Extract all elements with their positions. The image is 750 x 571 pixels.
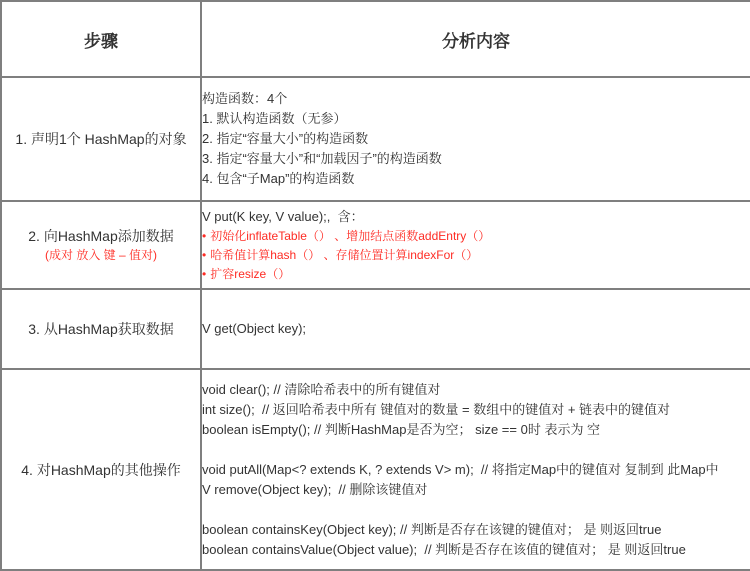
content-line: boolean containsKey(Object key); // 判断是否存在该键的键值对； 是 则返回true <box>202 521 662 537</box>
content-bullet <box>202 246 750 265</box>
step-cell-3 <box>1 289 201 369</box>
header-row <box>1 1 750 77</box>
step-label: 2. 向HashMap添加数据 <box>28 228 174 244</box>
table-row-declare <box>1 77 750 201</box>
content-line: int size(); // 返回哈希表中所有 键值对的数量 = 数组中的键值对 + 链表中的键值对 <box>202 401 671 417</box>
step-cell-1 <box>1 77 201 201</box>
table-row-other-ops <box>1 369 750 570</box>
blank-line <box>202 500 750 520</box>
table-row-put <box>1 201 750 289</box>
content-line: boolean isEmpty(); // 判断HashMap是否为空； size == 0时 表示为 空 <box>202 421 601 437</box>
bullet-text: 扩容resize（） <box>210 266 291 281</box>
step-cell-2 <box>1 201 201 289</box>
content-line: void clear(); // 清除哈希表中的所有键值对 <box>202 381 441 397</box>
column-header-step: 步骤 <box>1 1 201 77</box>
content-line: V remove(Object key); // 删除该键值对 <box>202 481 428 497</box>
content-line: V get(Object key); <box>202 321 307 336</box>
step-cell-4 <box>1 369 201 570</box>
content-line: V put(K key, V value);, 含： <box>202 208 364 224</box>
column-header-content: 分析内容 <box>201 1 750 77</box>
bullet-text: 初始化inflateTable（） 、增加结点函数addEntry（） <box>210 228 491 243</box>
content-line: 1. 默认构造函数（无参） <box>202 111 347 126</box>
step-label: 3. 从HashMap获取数据 <box>28 321 174 337</box>
content-line: 构造函数：4个 <box>202 91 288 106</box>
content-bullet <box>202 265 750 284</box>
content-cell-4 <box>201 369 750 570</box>
content-bullet <box>202 227 750 246</box>
table-row-get <box>1 289 750 369</box>
bullet-marker-icon: • <box>202 247 207 262</box>
content-line: 3. 指定“容量大小”和“加载因子”的构造函数 <box>202 151 442 166</box>
content-cell-2 <box>201 201 750 289</box>
content-cell-3 <box>201 289 750 369</box>
bullet-marker-icon: • <box>202 266 207 281</box>
blank-line <box>202 440 750 460</box>
content-line: 2. 指定“容量大小”的构造函数 <box>202 131 369 146</box>
bullet-text: 哈希值计算hash（） 、存储位置计算indexFor（） <box>210 247 479 262</box>
step-label: 4. 对HashMap的其他操作 <box>21 461 181 478</box>
step-label: 1. 声明1个 HashMap的对象 <box>15 131 187 147</box>
content-line: 4. 包含“子Map”的构造函数 <box>202 171 355 186</box>
bullet-marker-icon: • <box>202 228 207 243</box>
content-cell-1 <box>201 77 750 201</box>
content-line: void putAll(Map<? extends K, ? extends V> m); // 将指定Map中的键值对 复制到 此Map中 <box>202 461 719 477</box>
content-line: boolean containsValue(Object value); // 判断是否存在该值的键值对； 是 则返回true <box>202 541 686 557</box>
step-note: (成对 放入 键 – 值对) <box>44 248 157 262</box>
